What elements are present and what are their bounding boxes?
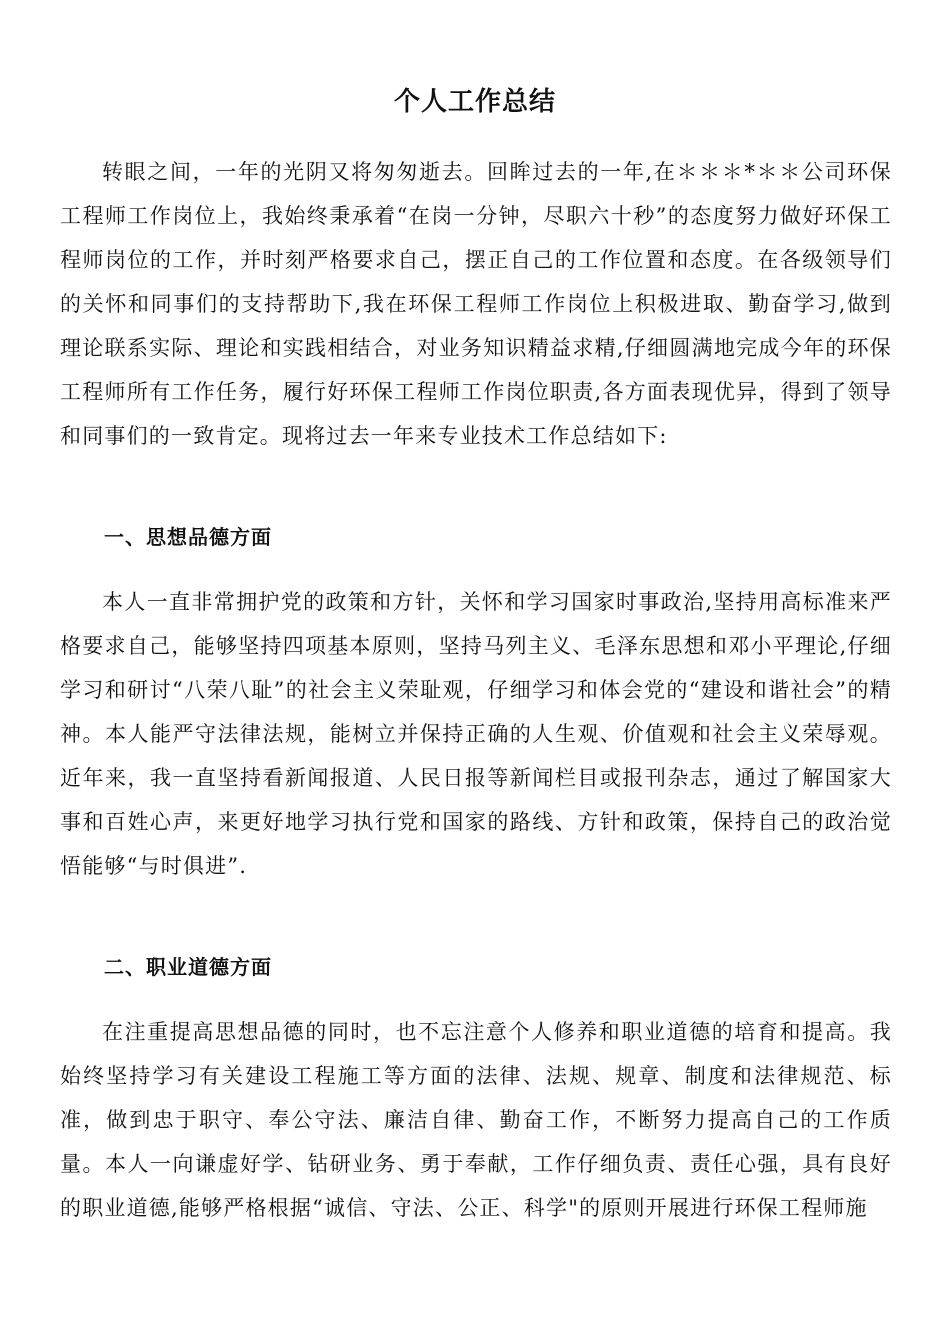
section-heading-ideology: 一、思想品德方面 [104,525,272,549]
document-title: 个人工作总结 [393,87,556,117]
intro-paragraph: 转眼之间，一年的光阴又将匆匆逝去。回眸过去的一年,在＊＊＊*＊＊公司环保工程师工作岗位上，我始终秉承着“在岗一分钟，尽职六十秒”的态度努力做好环保工程师岗位的工作，并时刻严格要求自己，摆正自己的工作位置和态度。在各级领导们的关怀和同事们的支持帮助下,我在环保工程师工作岗位上积极进取、勤奋学习,做到理论联系实际、理论和实践相结合，对业务知识精益求精,仔细圆满地完成今年的环保工程师所有工作任务，履行好环保工程师工作岗位职责,各方面表现优异，得到了领导和同事们的一致肯定。现将过去一年来专业技术工作总结如下: [60,160,892,448]
section-body-ideology: 本人一直非常拥护党的政策和方针，关怀和学习国家时事政治,坚持用高标准来严格要求自己，能够坚持四项基本原则，坚持马列主义、毛泽东思想和邓小平理论,仔细学习和研讨“八荣八耻”的社会主义荣耻观，仔细学习和体会党的“建设和谐社会”的精神。本人能严守法律法规，能树立并保持正确的人生观、价值观和社会主义荣辱观。近年来，我一直坚持看新闻报道、人民日报等新闻栏目或报刊杂志，通过了解国家大事和百姓心声，来更好地学习执行党和国家的路线、方针和政策，保持自己的政治觉悟能够“与时俱进”. [60,590,892,878]
section-heading-ethics: 二、职业道德方面 [104,955,272,979]
section-body-ethics: 在注重提高思想品德的同时，也不忘注意个人修养和职业道德的培育和提高。我始终坚持学习有关建设工程施工等方面的法律、法规、规章、制度和法律规范、标准，做到忠于职守、奉公守法、廉洁自律、勤奋工作，不断努力提高自己的工作质量。本人一向谦虚好学、钻研业务、勇于奉献，工作仔细负责、责任心强，具有良好的职业道德,能够严格根据“诚信、守法、公正、科学"的原则开展进行环保工程师施 [60,1020,892,1220]
